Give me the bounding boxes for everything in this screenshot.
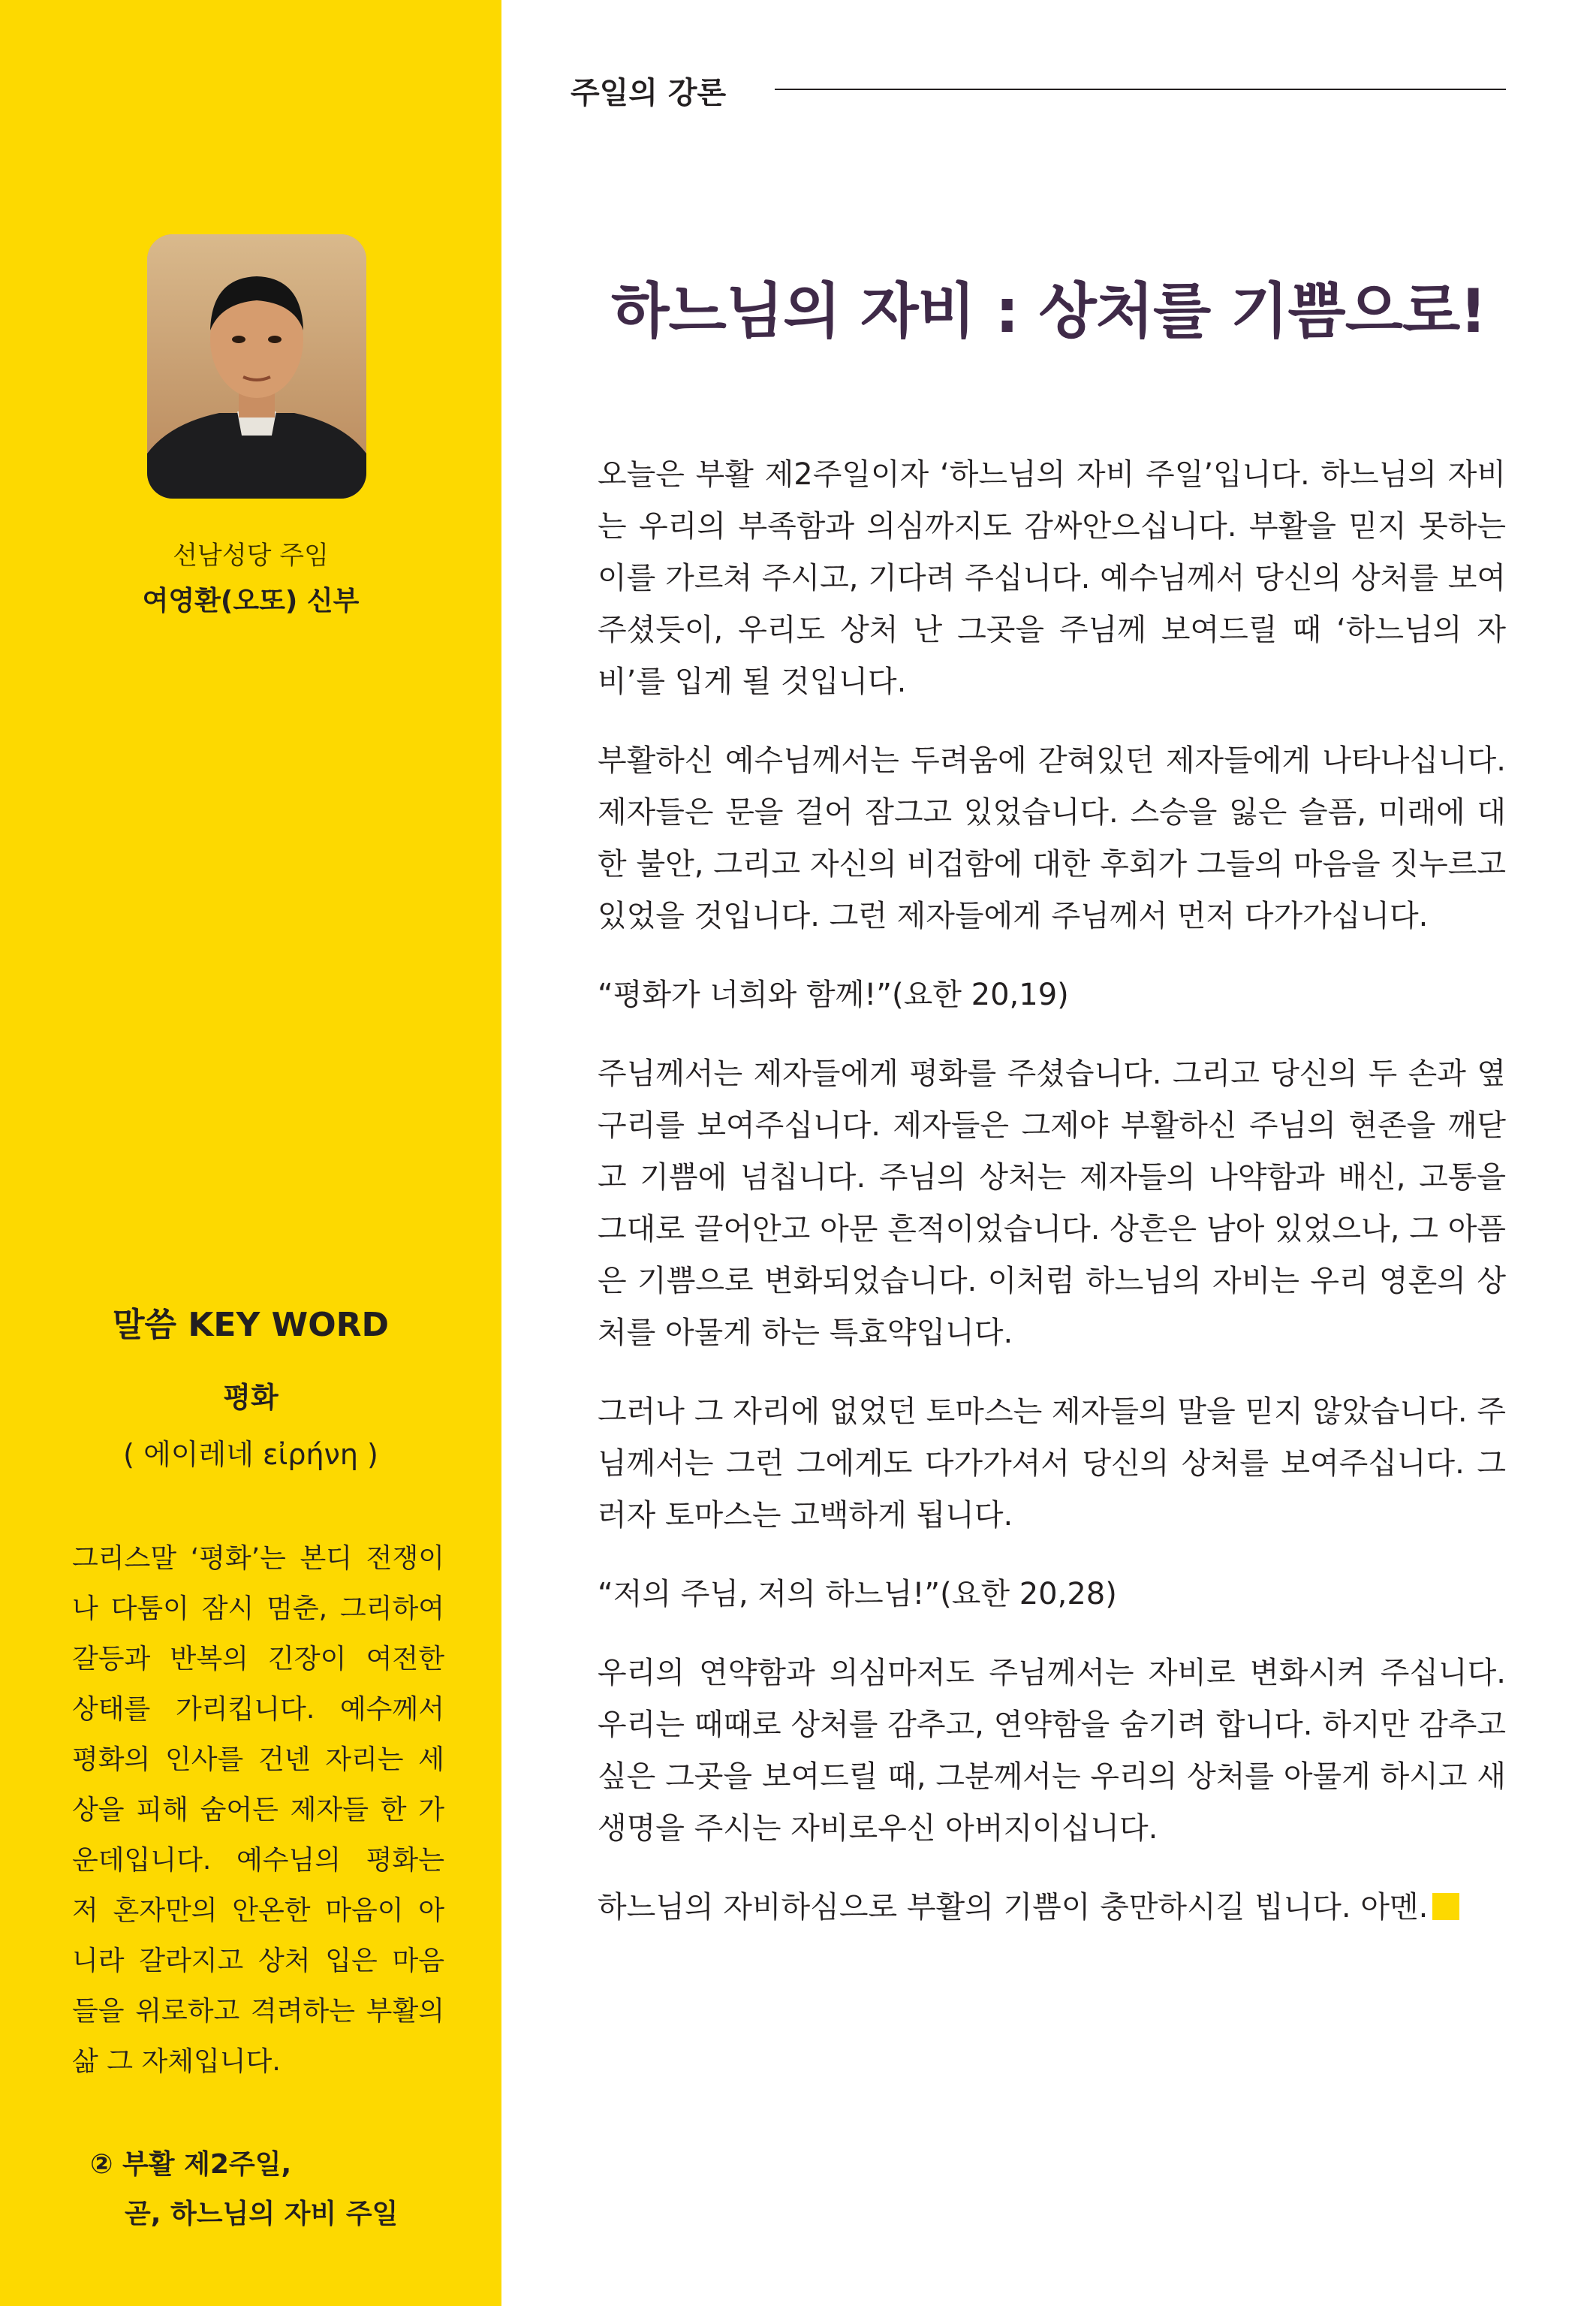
- author-photo: [147, 234, 366, 499]
- portrait-image: [147, 234, 366, 499]
- section-label: 주일의 강론: [571, 76, 727, 110]
- closing-text: 하느님의 자비하심으로 부활의 기쁨이 충만하시길 빕니다. 아멘.: [598, 1890, 1429, 1925]
- author-church: 선남성당 주임: [173, 541, 329, 571]
- scripture-quote-1: “평화가 너희와 함께!”(요한 20,19): [598, 978, 1069, 1012]
- keyword-heading: 말씀 KEY WORD: [113, 1306, 389, 1344]
- end-mark-icon: [1432, 1893, 1459, 1920]
- paragraph-6: [598, 1882, 1506, 1934]
- author-name: 여영환(오또) 신부: [142, 586, 360, 616]
- paragraph-4: 그러나 그 자리에 없었던 토마스는 제자들의 말을 믿지 않았습니다. 주님께서는 그런 그에게도 다가가셔서 당신의 상처를 보여주십니다. 그러자 토마스는 고백하게 됩니다.: [598, 1394, 1506, 1533]
- scripture-quote-2: “저의 주님, 저의 하느님!”(요한 20,28): [598, 1577, 1117, 1611]
- section-divider: [775, 89, 1506, 90]
- sidebar: [0, 0, 501, 2306]
- keyword-transliteration: ( 에이레네 εἰρήνη ): [123, 1438, 378, 1471]
- paragraph-3: 주님께서는 제자들에게 평화를 주셨습니다. 그리고 당신의 두 손과 옆구리를 보여주십니다. 제자들은 그제야 부활하신 주님의 현존을 깨닫고 기쁨에 넘칩니다. 주님의 상처는 제자들의 나약함과 배신, 고통을 그대로 끌어안고 아문 흔적이었습니다. 상흔은 남아 있었으나, 그 아픔은 기쁨으로 변화되었습니다. 이처럼 하느님의 자비는 우리 영혼의 상처를 아물게 하는 특효약입니다.: [598, 1057, 1506, 1350]
- page-title: 하느님의 자비 : 상처를 기쁨으로!: [611, 276, 1486, 346]
- liturgical-day: [90, 2140, 398, 2239]
- homily-body: [598, 449, 1506, 1961]
- liturgical-day-line1: ② 부활 제2주일,: [90, 2149, 292, 2180]
- paragraph-2: 부활하신 예수님께서는 두려움에 갇혀있던 제자들에게 나타나십니다. 제자들은 문을 걸어 잠그고 있었습니다. 스승을 잃은 슬픔, 미래에 대한 불안, 그리고 자신의 비겁함에 대한 후회가 그들의 마음을 짓누르고 있었을 것입니다. 그런 제자들에게 주님께서 먼저 다가가십니다.: [598, 743, 1506, 933]
- keyword-description: 그리스말 ‘평화’는 본디 전쟁이나 다툼이 잠시 멈춘, 그리하여 갈등과 반복의 긴장이 여전한 상태를 가리킵니다. 예수께서 평화의 인사를 건넨 자리는 세상을 피해 숨어든 제자들 한 가운데입니다. 예수님의 평화는 저 혼자만의 안온한 마음이 아니라 갈라지고 상처 입은 마음들을 위로하고 격려하는 부활의 삶 그 자체입니다.: [72, 1543, 444, 2077]
- liturgical-day-line2: 곧, 하느님의 자비 주일: [125, 2199, 399, 2229]
- keyword-word: 평화: [223, 1381, 279, 1414]
- paragraph-1: 오늘은 부활 제2주일이자 ‘하느님의 자비 주일’입니다. 하느님의 자비는 우리의 부족함과 의심까지도 감싸안으십니다. 부활을 믿지 못하는 이를 가르쳐 주시고, 기다려 주십니다. 예수님께서 당신의 상처를 보여주셨듯이, 우리도 상처 난 그곳을 주님께 보여드릴 때 ‘하느님의 자비’를 입게 될 것입니다.: [598, 457, 1506, 699]
- paragraph-5: 우리의 연약함과 의심마저도 주님께서는 자비로 변화시켜 주십니다. 우리는 때때로 상처를 감추고, 연약함을 숨기려 합니다. 하지만 감추고 싶은 그곳을 보여드릴 때, 그분께서는 우리의 상처를 아물게 하시고 새 생명을 주시는 자비로우신 아버지이십니다.: [598, 1656, 1506, 1846]
